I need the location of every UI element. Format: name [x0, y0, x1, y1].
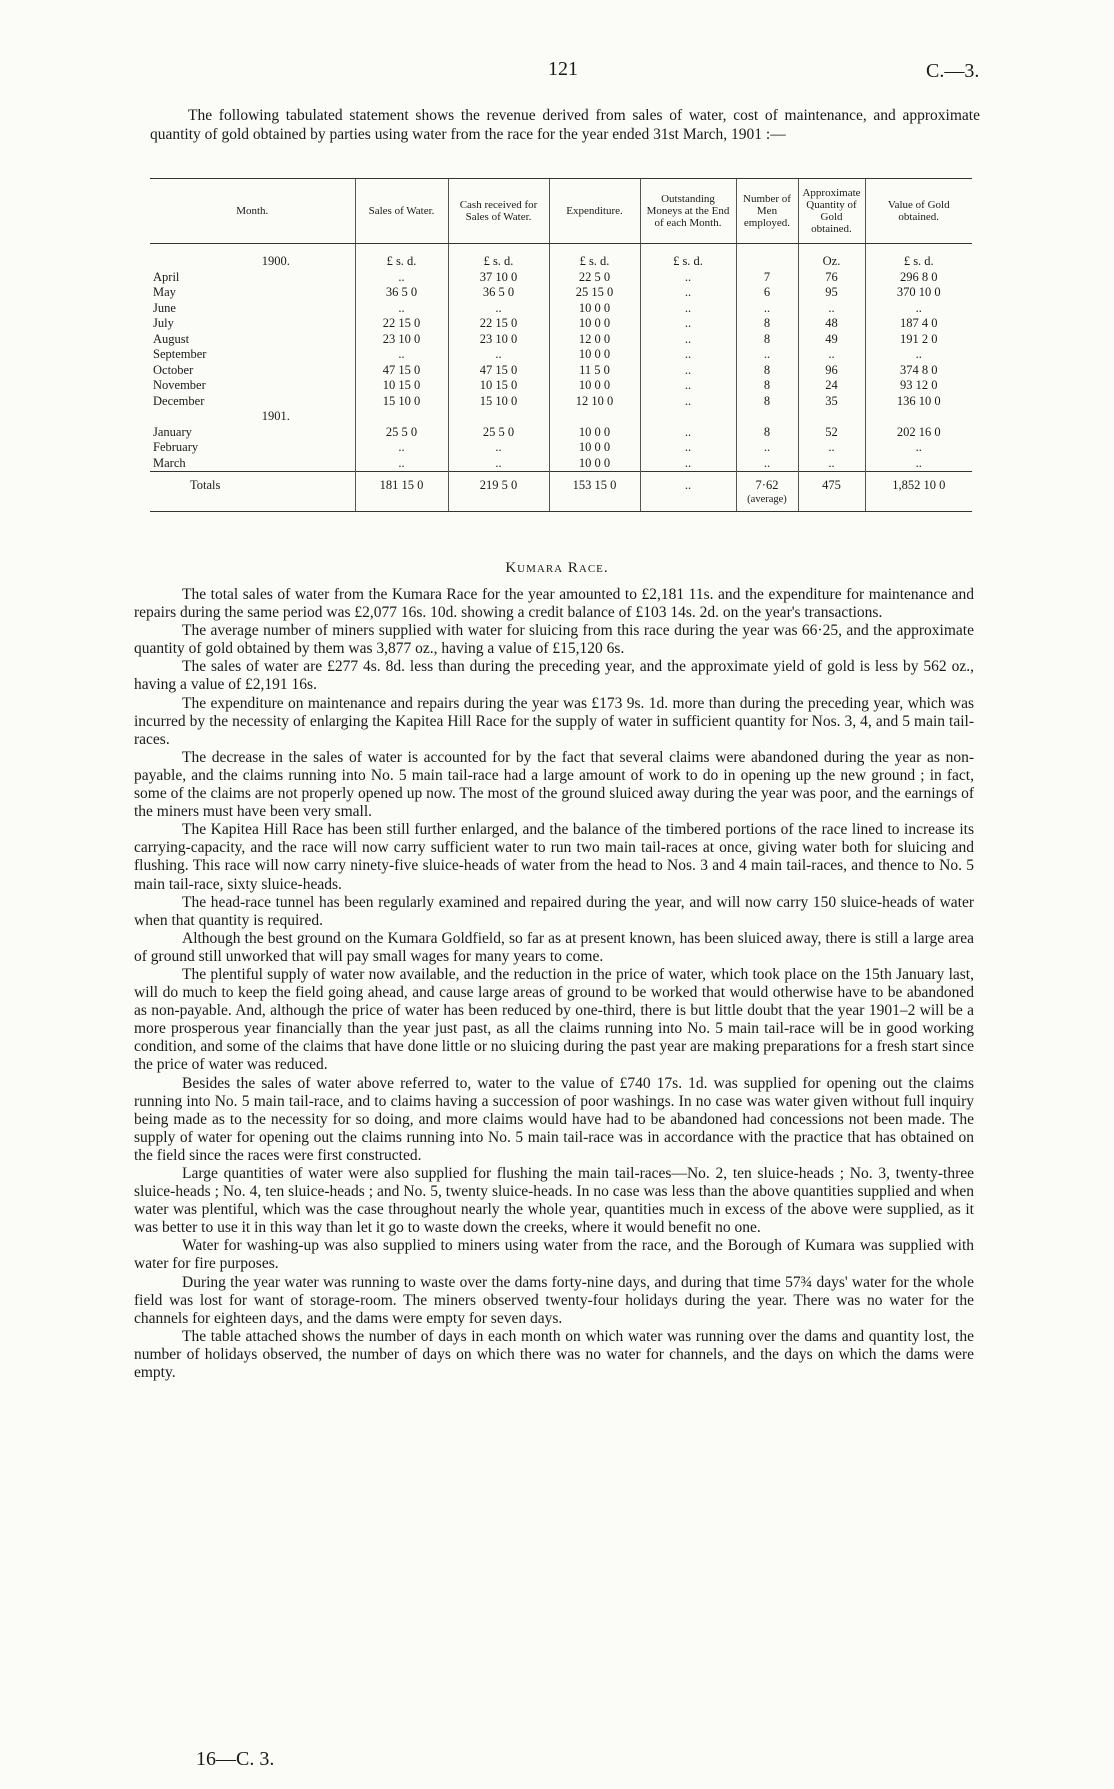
paragraph: The Kapitea Hill Race has been still further enlarged, and the balance of the timbered portions of the race lined to increase its carrying-capacity, and the race will now carry sufficient water to run two main tail-races at once, giving water both for sluicing and flushing. This race will now carry ninety-five sluice-heads of water from the head to Nos. 3 and 4 main tail-races, and thence to No. 5 main tail-race, sixty sluice-heads. — [134, 821, 974, 893]
cell-outstanding: .. — [640, 316, 736, 332]
cell-gold-qty: 24 — [798, 378, 865, 394]
cell-cash: 47 15 0 — [448, 363, 549, 379]
cell-month: November — [153, 378, 206, 392]
cell-gold-value: 202 16 0 — [865, 425, 972, 441]
cell-expenditure: 10 0 0 — [549, 378, 640, 394]
cell-outstanding: .. — [640, 378, 736, 394]
document-code: C.—3. — [926, 60, 980, 82]
totals-men-note: (average) — [747, 493, 787, 505]
cell-cash: 10 15 0 — [448, 378, 549, 394]
intro-paragraph: The following tabulated statement shows the revenue derived from sales of water, cost of maintenance, and approximate quantity of gold obtained by parties using water from the race for the year ended 31st March, 1901 :— — [150, 107, 980, 143]
cell-gold-value: 136 10 0 — [865, 394, 972, 410]
totals-row — [150, 472, 972, 512]
cell-gold-value: 374 8 0 — [865, 363, 972, 379]
cell-men: .. — [736, 440, 798, 456]
cell-expenditure: 12 10 0 — [549, 394, 640, 410]
cell-gold-qty: 52 — [798, 425, 865, 441]
cell-gold-qty: .. — [798, 301, 865, 317]
cell-gold-value: .. — [865, 301, 972, 317]
cell-men: 6 — [736, 285, 798, 301]
paragraph: The head-race tunnel has been regularly examined and repaired during the year, and will now carry 150 sluice-heads of water when that quantity is required. — [134, 893, 974, 929]
rows-1900 — [150, 270, 972, 410]
cell-cash: .. — [448, 347, 549, 363]
cell-gold-value: 370 10 0 — [865, 285, 972, 301]
table-row — [150, 456, 972, 472]
cell-gold-value: .. — [865, 347, 972, 363]
year-label: 1900. — [261, 254, 290, 268]
cell-men: 8 — [736, 363, 798, 379]
cell-gold-value: 296 8 0 — [865, 270, 972, 286]
paragraph: Large quantities of water were also supplied for flushing the main tail-races—No. 2, ten sluice-heads ; No. 3, twenty-three sluice-heads ; No. 4, ten sluice-heads ; and No. 5, twenty sluice-heads. In no case was less than the above quantities supplied and when water was plentiful, which was the case throughout nearly the whole year, quantities much in excess of the above were supplied, as it was better to use it in this way than let it go to waste down the creeks, where it would benefit no one. — [134, 1165, 974, 1237]
cell-cash: 37 10 0 — [448, 270, 549, 286]
totals-expenditure: 153 15 0 — [549, 472, 640, 512]
cell-outstanding: .. — [640, 425, 736, 441]
paragraph: The average number of miners supplied with water for sluicing from this race during the year was 66·25, and the approximate quantity of gold obtained by them was 3,877 oz., having a value of £15,120 6s. — [134, 622, 974, 658]
cell-gold-value: 187 4 0 — [865, 316, 972, 332]
body-text — [134, 586, 974, 1382]
paragraph: Besides the sales of water above referred to, water to the value of £740 17s. 1d. was supplied for opening out the claims running into No. 5 main tail-race, and to claims having a succession of poor washings. In no case was water given without full inquiry being made as to the necessity for so doing, and more claims would have had to be abandoned had concessions not been made. The supply of water for opening out the claims running into No. 5 main tail-race was in accordance with the practice that has obtained on the field since the races were first constructed. — [134, 1074, 974, 1164]
page-number: 121 — [548, 58, 578, 80]
cell-men: 7 — [736, 270, 798, 286]
unit-expenditure: £ s. d. — [549, 244, 640, 270]
revenue-table — [150, 178, 972, 512]
unit-cash: £ s. d. — [448, 244, 549, 270]
totals-gold-qty: 475 — [798, 472, 865, 512]
cell-month: February — [153, 440, 199, 454]
cell-sales: .. — [355, 270, 448, 286]
cell-outstanding: .. — [640, 456, 736, 472]
cell-cash: 23 10 0 — [448, 332, 549, 348]
col-header-sales: Sales of Water. — [355, 179, 448, 244]
cell-expenditure: 25 15 0 — [549, 285, 640, 301]
paragraph: The sales of water are £277 4s. 8d. less than during the preceding year, and the approximate yield of gold is less by 562 oz., having a value of £2,191 16s. — [134, 658, 974, 694]
col-header-gold-value: Value of Gold obtained. — [865, 179, 972, 244]
cell-sales: 36 5 0 — [355, 285, 448, 301]
cell-sales: 15 10 0 — [355, 394, 448, 410]
year-row — [150, 409, 972, 425]
unit-men — [736, 244, 798, 270]
cell-expenditure: 11 5 0 — [549, 363, 640, 379]
cell-month: July — [153, 316, 174, 330]
cell-expenditure: 22 5 0 — [549, 270, 640, 286]
col-header-month: Month. — [150, 179, 355, 244]
cell-men: .. — [736, 347, 798, 363]
table-row — [150, 347, 972, 363]
cell-men: 8 — [736, 332, 798, 348]
paragraph: The total sales of water from the Kumara Race for the year amounted to £2,181 11s. and the expenditure for maintenance and repairs during the same period was £2,077 16s. 10d. showing a credit balance of £103 14s. 2d. on the year's transactions. — [134, 586, 974, 622]
cell-gold-qty: 76 — [798, 270, 865, 286]
cell-cash: 22 15 0 — [448, 316, 549, 332]
cell-outstanding: .. — [640, 394, 736, 410]
cell-cash: 36 5 0 — [448, 285, 549, 301]
table-row — [150, 425, 972, 441]
cell-outstanding: .. — [640, 440, 736, 456]
cell-month: May — [153, 285, 176, 299]
col-header-men: Number of Men employed. — [736, 179, 798, 244]
rows-1901 — [150, 425, 972, 472]
cell-men: 8 — [736, 378, 798, 394]
cell-outstanding: .. — [640, 285, 736, 301]
cell-gold-qty: .. — [798, 347, 865, 363]
cell-sales: 23 10 0 — [355, 332, 448, 348]
cell-men: .. — [736, 456, 798, 472]
footer-code: 16—C. 3. — [196, 1748, 275, 1770]
section-title: Kumara Race. — [505, 560, 609, 576]
cell-men: .. — [736, 301, 798, 317]
cell-sales: .. — [355, 301, 448, 317]
cell-outstanding: .. — [640, 332, 736, 348]
cell-outstanding: .. — [640, 270, 736, 286]
cell-gold-qty: 48 — [798, 316, 865, 332]
table-row — [150, 394, 972, 410]
cell-expenditure: 10 0 0 — [549, 456, 640, 472]
cell-sales: 25 5 0 — [355, 425, 448, 441]
table-row — [150, 316, 972, 332]
cell-month: September — [153, 347, 207, 361]
table-header-row — [150, 179, 972, 244]
cell-month: January — [153, 424, 192, 439]
cell-men: 8 — [736, 316, 798, 332]
cell-month: March — [153, 455, 186, 470]
cell-outstanding: .. — [640, 363, 736, 379]
table-row — [150, 270, 972, 286]
cell-cash: 15 10 0 — [448, 394, 549, 410]
col-header-expenditure: Expenditure. — [549, 179, 640, 244]
cell-expenditure: 10 0 0 — [549, 425, 640, 441]
cell-gold-qty: 96 — [798, 363, 865, 379]
unit-outstanding: £ s. d. — [640, 244, 736, 270]
totals-gold-value: 1,852 10 0 — [865, 472, 972, 512]
cell-cash: .. — [448, 440, 549, 456]
cell-expenditure: 10 0 0 — [549, 316, 640, 332]
paragraph: Although the best ground on the Kumara Goldfield, so far as at present known, has been sluiced away, there is still a large area of ground still unworked that will pay small wages for many years to come. — [134, 929, 974, 965]
cell-month: October — [153, 362, 194, 377]
table-row — [150, 301, 972, 317]
totals-label: Totals — [150, 472, 355, 512]
unit-sales: £ s. d. — [355, 244, 448, 270]
cell-cash: .. — [448, 456, 549, 472]
cell-sales: 22 15 0 — [355, 316, 448, 332]
paragraph: The decrease in the sales of water is accounted for by the fact that several claims were abandoned during the year as non-payable, and the claims running into No. 5 main tail-race had a large amount of work to do in opening up the new ground ; in fact, some of the claims are not properly opened up now. The most of the ground sluiced away during the year was poor, and the earnings of the miners must have been very small. — [134, 748, 974, 821]
table-row — [150, 332, 972, 348]
paragraph: Water for washing-up was also supplied to miners using water from the race, and the Borough of Kumara was supplied with water for fire purposes. — [134, 1237, 974, 1273]
year-label: 1901. — [261, 409, 290, 423]
cell-gold-qty: .. — [798, 456, 865, 472]
unit-gold-value: £ s. d. — [865, 244, 972, 270]
cell-month: August — [153, 331, 190, 346]
totals-sales: 181 15 0 — [355, 472, 448, 512]
unit-gold-qty: Oz. — [798, 244, 865, 270]
totals-men — [736, 472, 798, 512]
cell-outstanding: .. — [640, 301, 736, 317]
cell-gold-value: .. — [865, 440, 972, 456]
cell-sales: .. — [355, 456, 448, 472]
cell-month: June — [153, 300, 176, 315]
table-row — [150, 363, 972, 379]
cell-gold-value: .. — [865, 456, 972, 472]
cell-sales: .. — [355, 440, 448, 456]
cell-expenditure: 10 0 0 — [549, 347, 640, 363]
cell-sales: 10 15 0 — [355, 378, 448, 394]
cell-gold-qty: 49 — [798, 332, 865, 348]
cell-men: 8 — [736, 425, 798, 441]
table-row — [150, 285, 972, 301]
cell-expenditure: 10 0 0 — [549, 301, 640, 317]
cell-gold-qty: 95 — [798, 285, 865, 301]
cell-sales: .. — [355, 347, 448, 363]
cell-cash: .. — [448, 301, 549, 317]
cell-gold-qty: .. — [798, 440, 865, 456]
cell-gold-value: 191 2 0 — [865, 332, 972, 348]
paragraph: The table attached shows the number of days in each month on which water was running over the dams and quantity lost, the number of holidays observed, the number of days on which there was no water for channels, and the days on which the dams were empty. — [134, 1327, 974, 1382]
paragraph: The plentiful supply of water now available, and the reduction in the price of water, which took place on the 15th January last, will do much to keep the field going ahead, and cause large areas of ground to be worked that would otherwise have to be abandoned as non-payable. And, although the price of water has been reduced by one-third, there is but little doubt that the year 1901–2 will be a more prosperous year financially than the year just past, as all the claims running into No. 5 main tail-race will be in good working condition, and some of the claims that have done little or no sluicing during the past year are making preparations for a fresh start since the price of water was reduced. — [134, 965, 974, 1074]
cell-month: December — [153, 393, 205, 408]
cell-expenditure: 10 0 0 — [549, 440, 640, 456]
col-header-gold-qty: Approximate Quantity of Gold obtained. — [798, 179, 865, 244]
cell-expenditure: 12 0 0 — [549, 332, 640, 348]
cell-gold-qty: 35 — [798, 394, 865, 410]
paragraph: The expenditure on maintenance and repairs during the year was £173 9s. 1d. more than during the preceding year, which was incurred by the necessity of enlarging the Kapitea Hill Race for the supply of water in sufficient quantity for Nos. 3, 4, and 5 main tail-races. — [134, 694, 974, 748]
cell-outstanding: .. — [640, 347, 736, 363]
table-row — [150, 440, 972, 456]
cell-cash: 25 5 0 — [448, 425, 549, 441]
units-row — [150, 244, 972, 270]
totals-men-value: 7·62 — [755, 478, 779, 492]
col-header-outstanding: Outstanding Moneys at the End of each Month. — [640, 179, 736, 244]
totals-cash: 219 5 0 — [448, 472, 549, 512]
cell-men: 8 — [736, 394, 798, 410]
paragraph: During the year water was running to waste over the dams forty-nine days, and during that time 57¾ days' water for the whole field was lost for want of storage-room. The miners observed twenty-four holidays during the year. There was no water for the channels for eighteen days, and the dams were empty for seven days. — [134, 1273, 974, 1327]
col-header-cash: Cash received for Sales of Water. — [448, 179, 549, 244]
totals-outstanding: .. — [640, 472, 736, 512]
cell-sales: 47 15 0 — [355, 363, 448, 379]
table-row — [150, 378, 972, 394]
cell-month: April — [153, 269, 180, 284]
cell-gold-value: 93 12 0 — [865, 378, 972, 394]
